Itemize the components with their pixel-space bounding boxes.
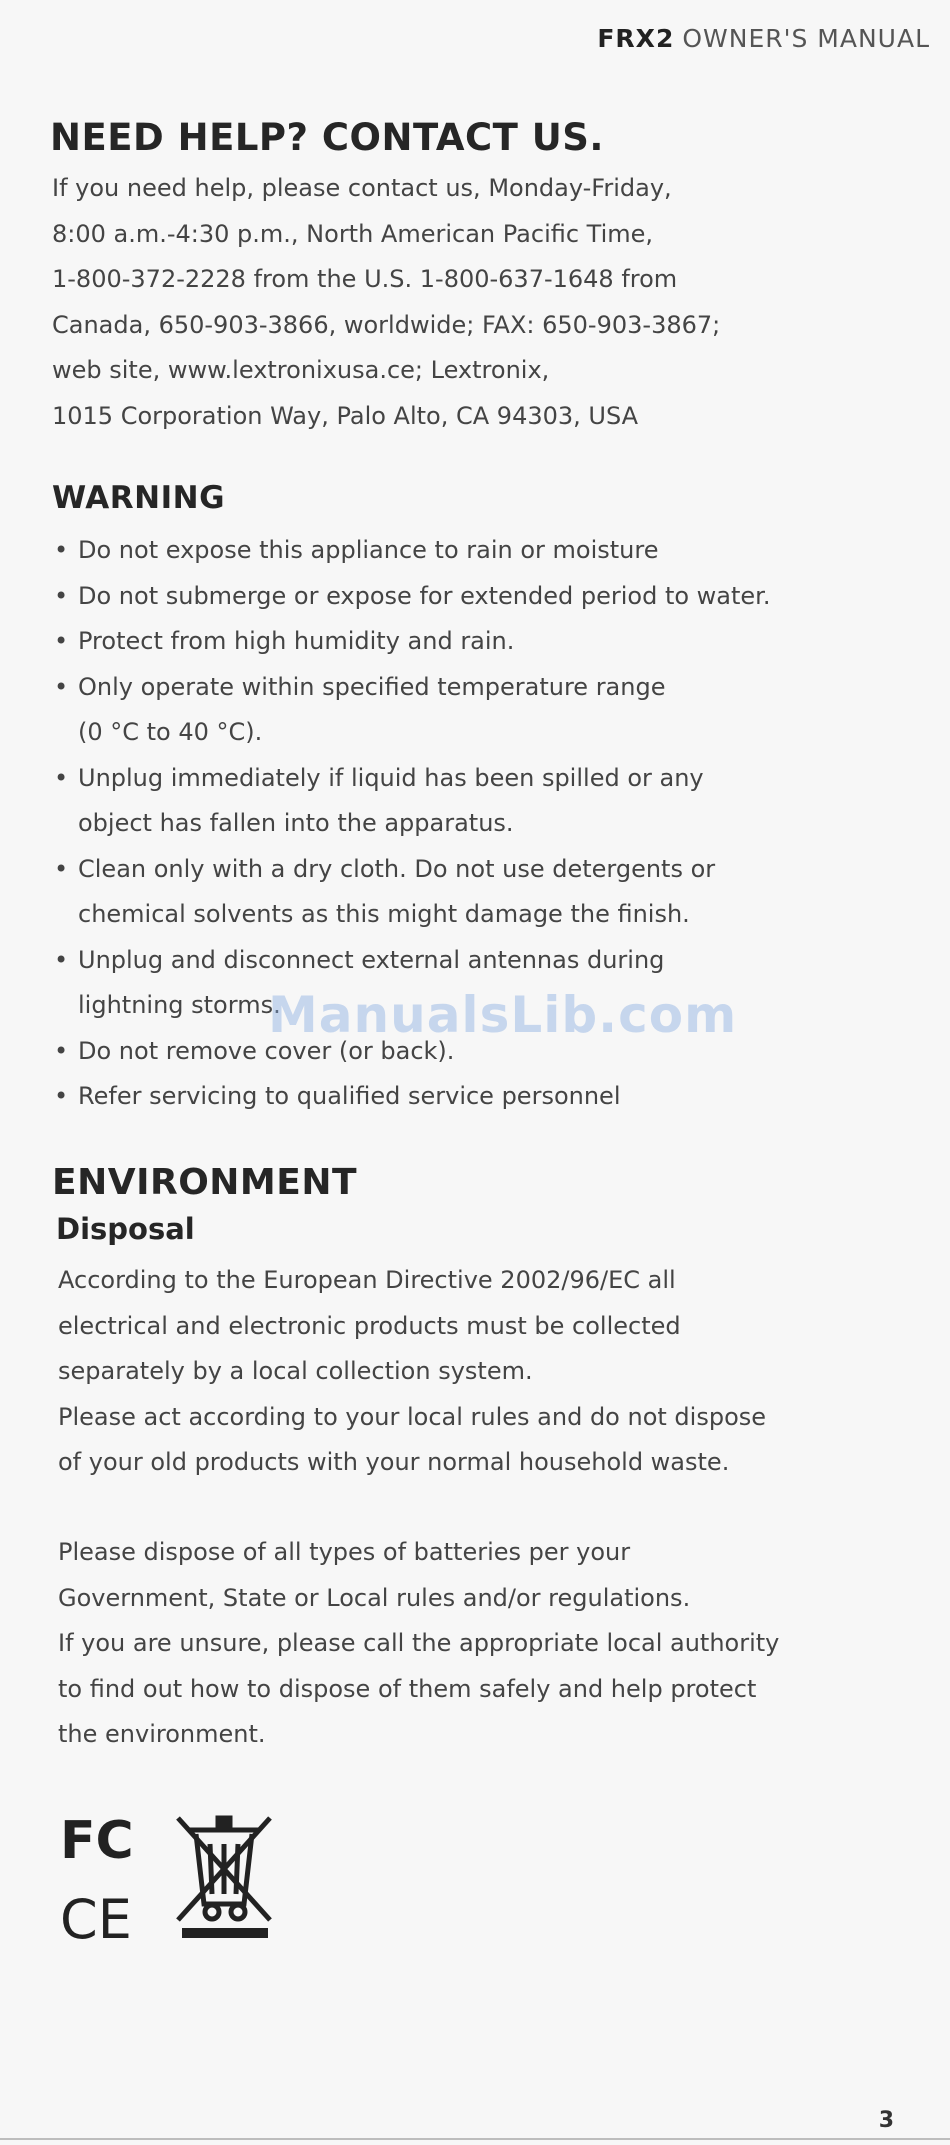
warning-item: • Clean only with a dry cloth. Do not use detergents or chemical solvents as this might damage the finish. [52,847,932,938]
bottom-divider [0,2138,950,2140]
contact-line: If you need help, please contact us, Monday-Friday, [52,174,672,202]
fcc-logo-icon [60,1811,134,1871]
watermark: ManualsLib.com [268,986,738,1044]
warning-item: • Do not expose this appliance to rain or moisture [52,528,932,574]
warning-item: • Do not remove cover (or back). [52,1029,932,1075]
warning-item: • Refer servicing to qualified service personnel [52,1074,932,1120]
svg-text:FC: FC [60,1811,134,1871]
disposal-subheading: Disposal [56,1212,195,1246]
contact-text [52,166,912,439]
warning-item: • Unplug and disconnect external antennas during lightning storms. [52,938,932,1029]
warning-heading: WARNING [52,480,226,516]
contact-line: 1015 Corporation Way, Palo Alto, CA 94303, USA [52,401,639,430]
warning-item: • Protect from high humidity and rain. [52,619,932,665]
ce-mark-icon [60,1888,132,1948]
warning-item: • Do not submerge or expose for extended period to water. [52,574,932,620]
disposal-paragraph-1: According to the European Directive 2002/96/EC all electrical and electronic products must be collected separately by a local collection system. Please act according to your local rules and do not dispose of your old products with your normal household waste. [58,1266,767,1476]
contact-heading: NEED HELP? CONTACT US. [50,116,604,159]
page-number: 3 [878,2108,894,2133]
model-name: FRX2 [597,24,675,53]
warning-item: • Unplug immediately if liquid has been spilled or any object has fallen into the apparatus. [52,756,932,847]
contact-line: 8:00 a.m.-4:30 p.m., North American Pacific Time, [52,219,654,248]
weee-crossed-bin-icon [178,1818,270,1938]
environment-heading: ENVIRONMENT [52,1162,358,1203]
contact-line: Canada, 650-903-3866, worldwide; FAX: 650-903-3867; [52,310,721,339]
contact-line: web site, www.lextronixusa.ce; Lextronix, [52,356,550,384]
manual-title: OWNER'S MANUAL [682,24,930,53]
page-header [597,24,930,53]
svg-text:CE: CE [60,1888,132,1948]
contact-line: 1-800-372-2228 from the U.S. 1-800-637-1648 from [52,265,678,293]
warning-item: • Only operate within specified temperature range (0 °C to 40 °C). [52,665,932,756]
compliance-marks [58,1808,288,1948]
disposal-paragraph-2: Please dispose of all types of batteries per your Government, State or Local rules and/or regulations. If you are unsure, please call the appropriate local authority to find out how to dispose of them safely and help protect the environment. [58,1538,780,1748]
